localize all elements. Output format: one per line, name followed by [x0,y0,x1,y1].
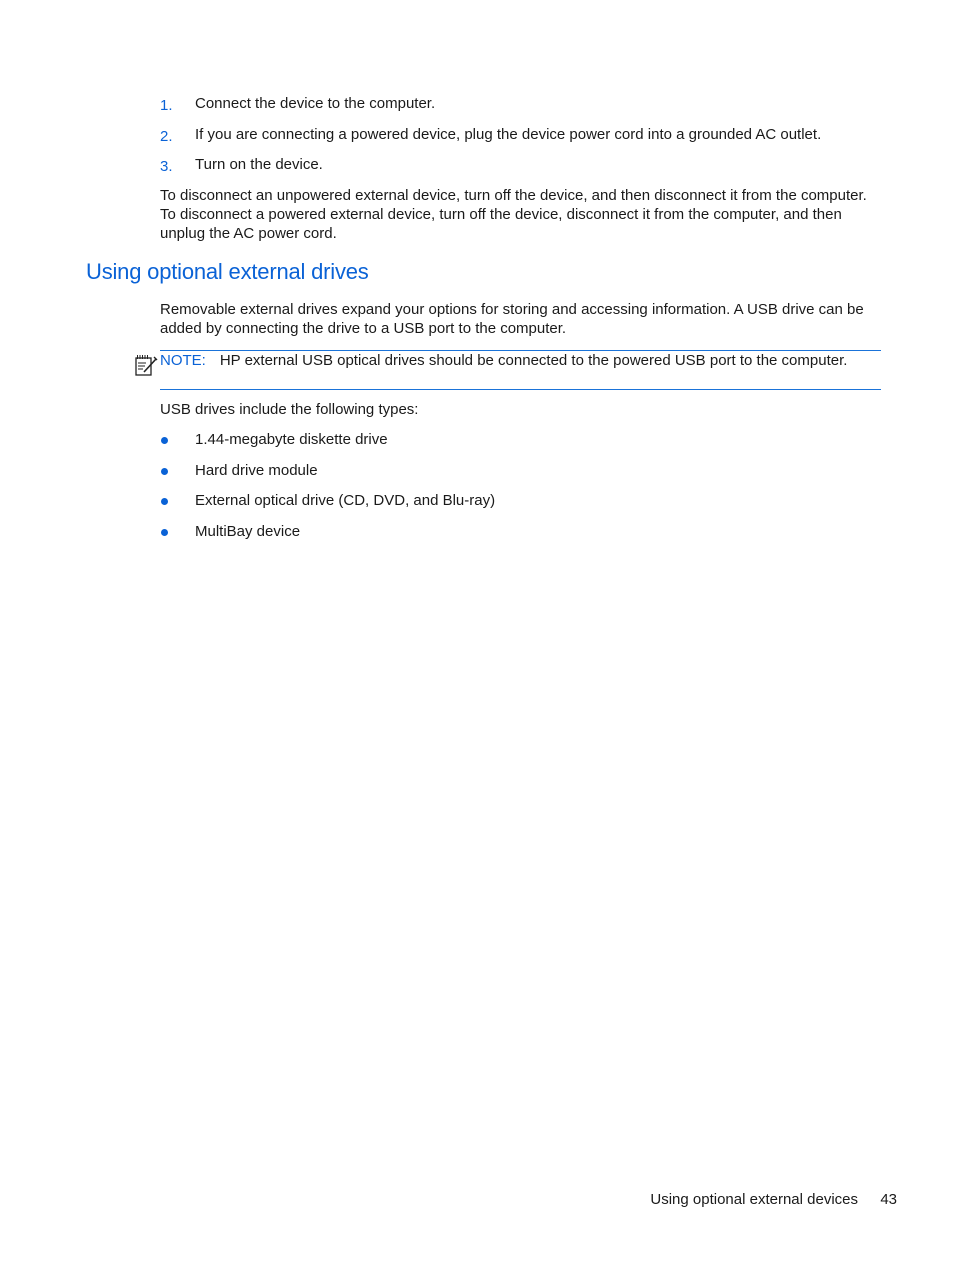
list-item [160,491,880,522]
step-item [160,155,880,186]
note-text: HP external USB optical drives should be connected to the powered USB port to the computer. [219,352,848,369]
bullet-icon [161,529,168,536]
footer-section-title: Using optional external devices [650,1191,858,1208]
step-text: Turn on the device. [195,156,323,173]
list-item-text: Hard drive module [195,461,318,479]
step-item [160,125,880,156]
bullet-icon [161,437,168,444]
step-number: 1. [160,97,173,114]
list-item-text: 1.44-megabyte diskette drive [195,431,388,448]
drive-types-list [160,430,880,553]
note-label: NOTE: [160,352,206,369]
types-lead-paragraph: USB drives include the following types: [160,401,419,418]
note-box [160,350,881,390]
section-intro-paragraph: Removable external drives expand your options for storing and accessing information. A USB drive can be added by connecting the drive to a USB port to the computer. [160,301,864,337]
step-number: 2. [160,127,173,145]
bullet-icon [161,468,168,475]
list-item [160,522,880,553]
section-heading: Using optional external drives [86,259,369,284]
numbered-steps [160,94,880,186]
list-item [160,430,880,461]
list-item-text: External optical drive (CD, DVD, and Blu-ray) [195,492,496,510]
step-item [160,94,880,125]
step-number: 3. [160,158,173,175]
step-text: If you are connecting a powered device, plug the device power cord into a grounded AC outlet. [195,125,822,143]
note-pencil-icon [134,353,158,377]
page-footer [0,1190,954,1212]
bullet-icon [161,498,168,505]
list-item-text: MultiBay device [195,523,301,541]
disconnect-paragraph: To disconnect an unpowered external device, turn off the device, and then disconnect it from the computer. To disconnect a powered external device, turn off the device, disconnect it from the computer, and then unplug the AC power cord. [160,187,867,242]
list-item [160,461,880,492]
page-number: 43 [880,1191,897,1208]
step-text: Connect the device to the computer. [195,95,436,112]
